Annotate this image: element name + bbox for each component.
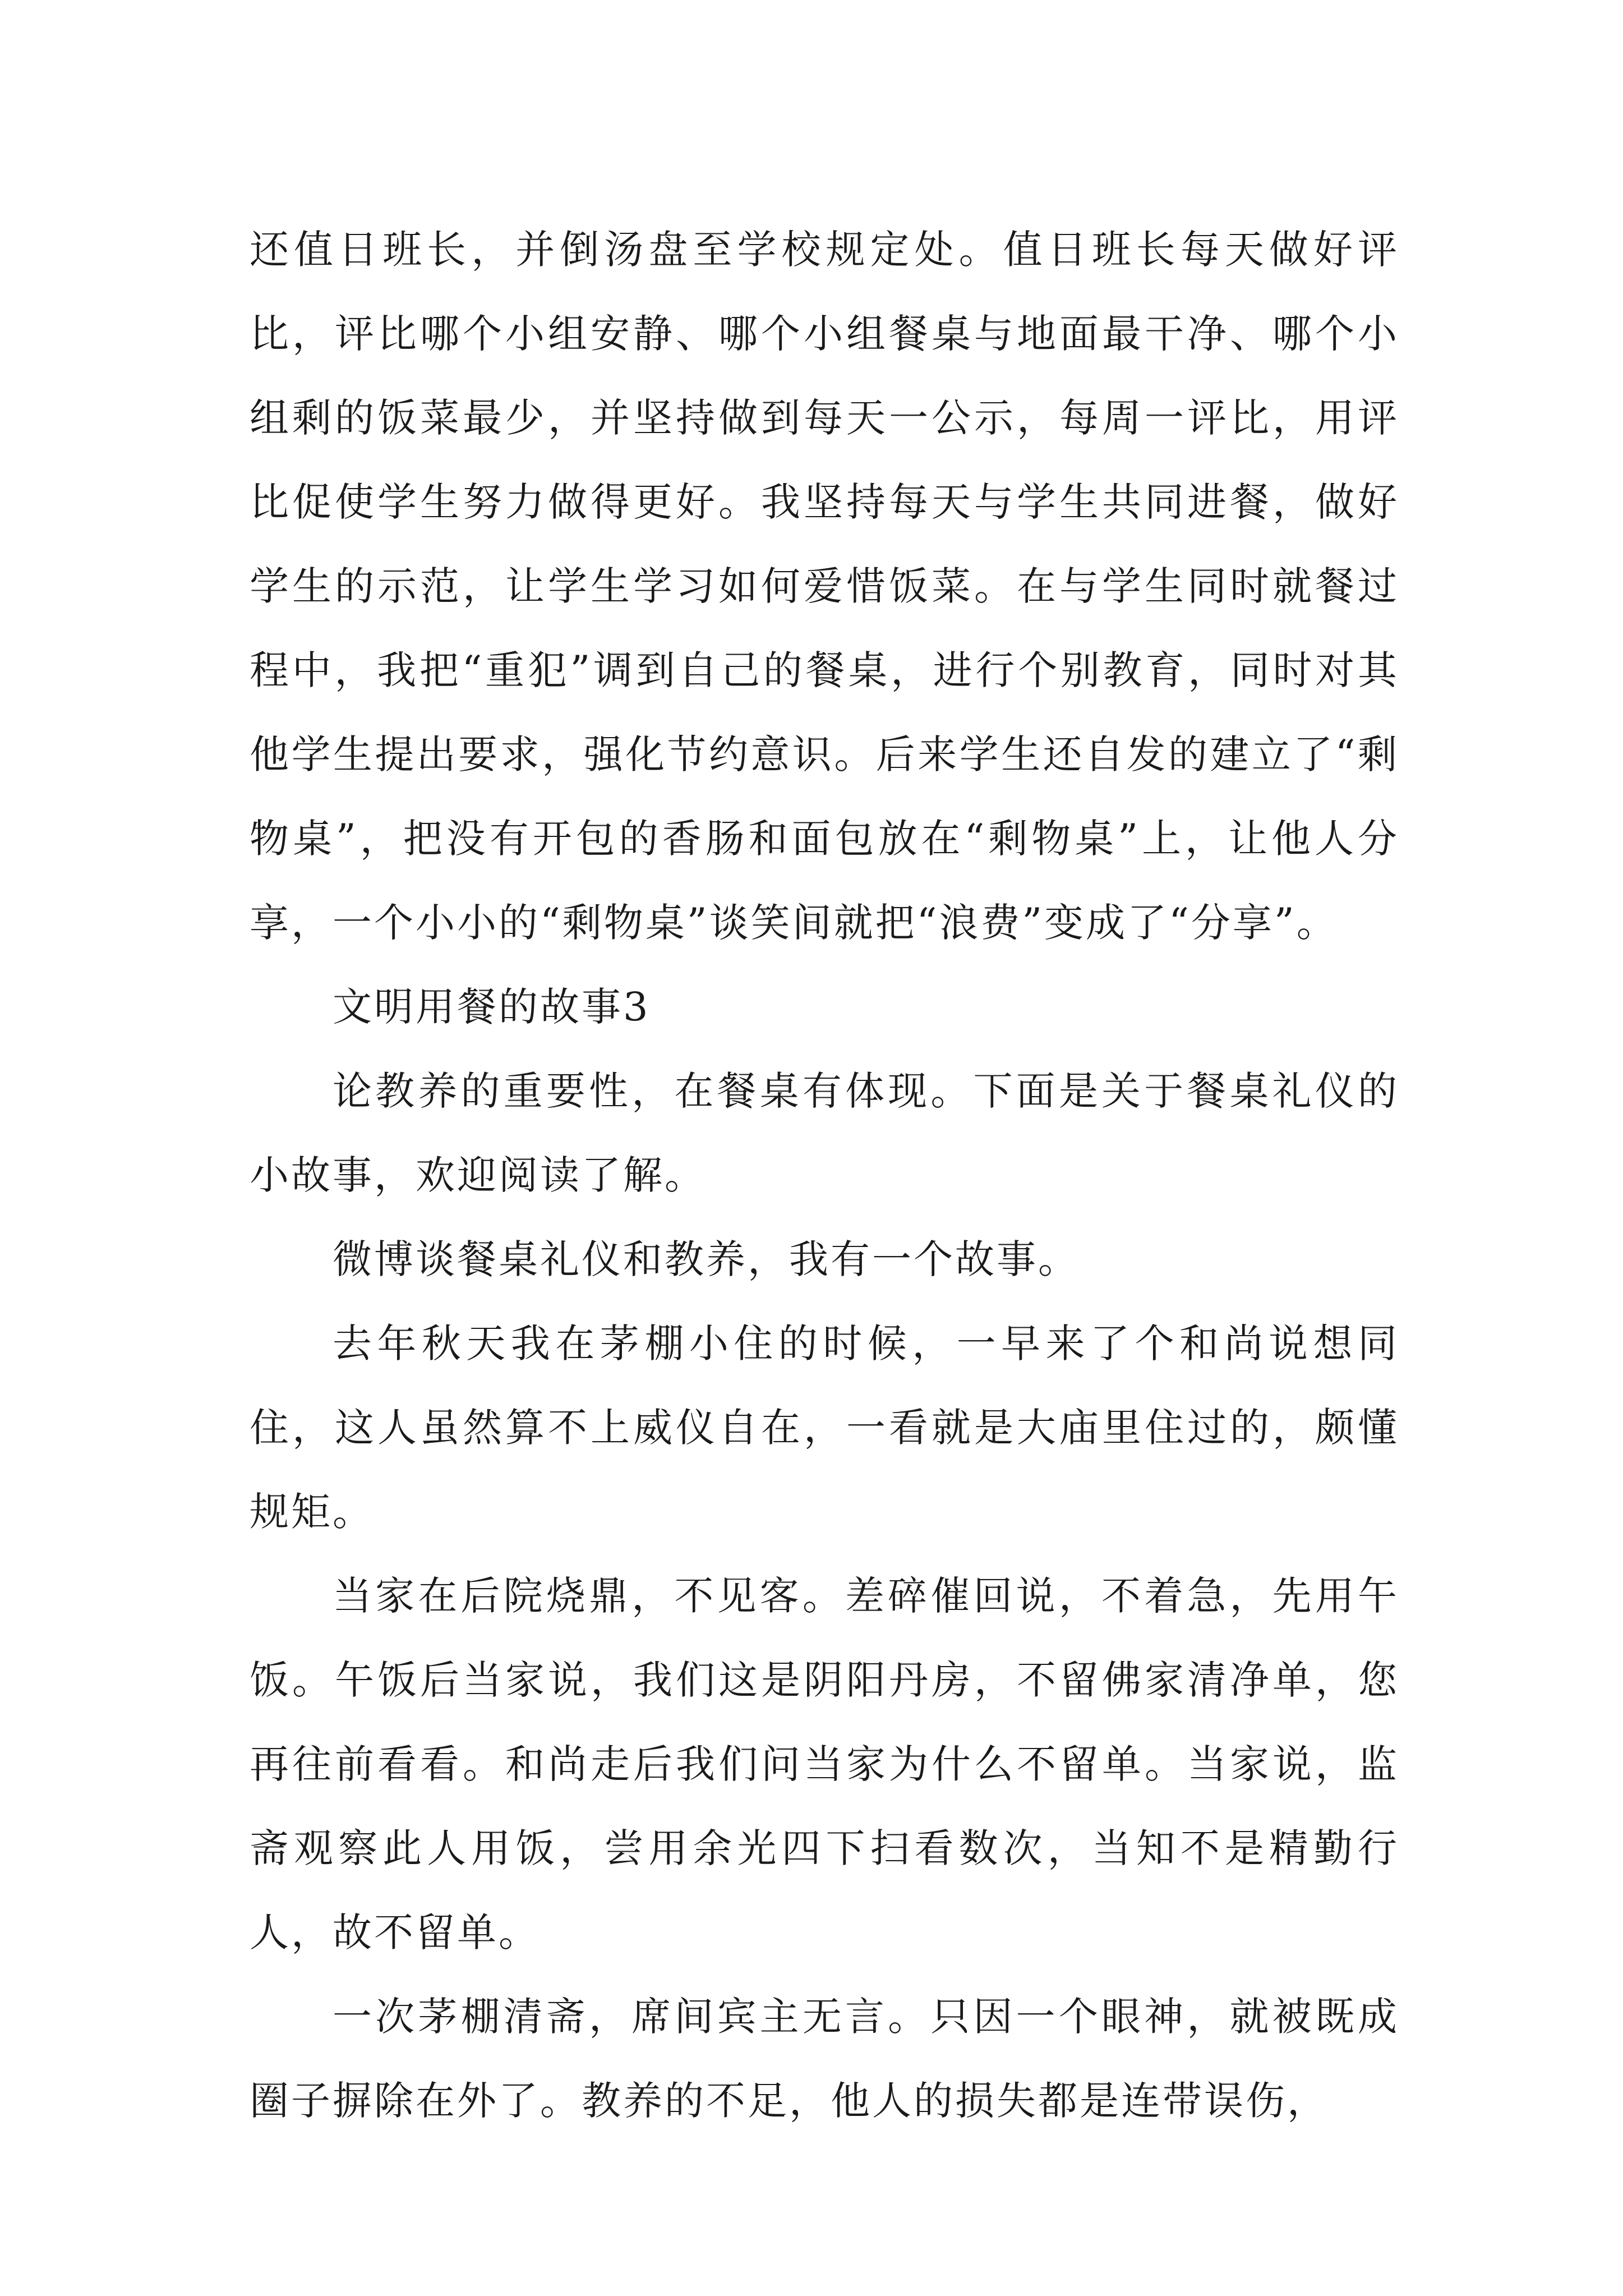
paragraph: 一次茅棚清斋，席间宾主无言。只因一个眼神，就被既成圈子摒除在外了。教养的不足，他人的损失都是连带误伤， (250, 1994, 1399, 2124)
paragraph: 当家在后院烧鼎，不见客。差碎催回说，不着急，先用午饭。午饭后当家说，我们这是阴阳丹房，不留佛家清净单，您再往前看看。和尚走后我们问当家为什么不留单。当家说，监斋观察此人用饭，尝用余光四下扫看数次，当知不是精勤行人，故不留单。 (250, 1573, 1399, 1955)
section-heading: 文明用餐的故事3 (333, 984, 651, 1030)
paragraph: 论教养的重要性，在餐桌有体现。下面是关于餐桌礼仪的小故事，欢迎阅读了解。 (250, 1068, 1399, 1198)
paragraph: 还值日班长，并倒汤盘至学校规定处。值日班长每天做好评比，评比哪个小组安静、哪个小组餐桌与地面最干净、哪个小组剩的饭菜最少，并坚持做到每天一公示，每周一评比，用评比促使学生努力做得更好。我坚持每天与学生共同进餐，做好学生的示范，让学生学习如何爱惜饭菜。在与学生同时就餐过程中，我把“重犯”调到自己的餐桌，进行个别教育，同时对其他学生提出要求，强化节约意识。后来学生还自发的建立了“剩物桌”，把没有开包的香肠和面包放在“剩物桌”上，让他人分享，一个小小的“剩物桌”谈笑间就把“浪费”变成了“分享”。 (250, 227, 1399, 946)
document-body (250, 208, 1399, 2143)
paragraph: 微博谈餐桌礼仪和教养，我有一个故事。 (333, 1236, 1080, 1282)
paragraph: 去年秋天我在茅棚小住的时候，一早来了个和尚说想同住，这人虽然算不上威仪自在，一看就是大庙里住过的，颇懂规矩。 (250, 1320, 1399, 1535)
